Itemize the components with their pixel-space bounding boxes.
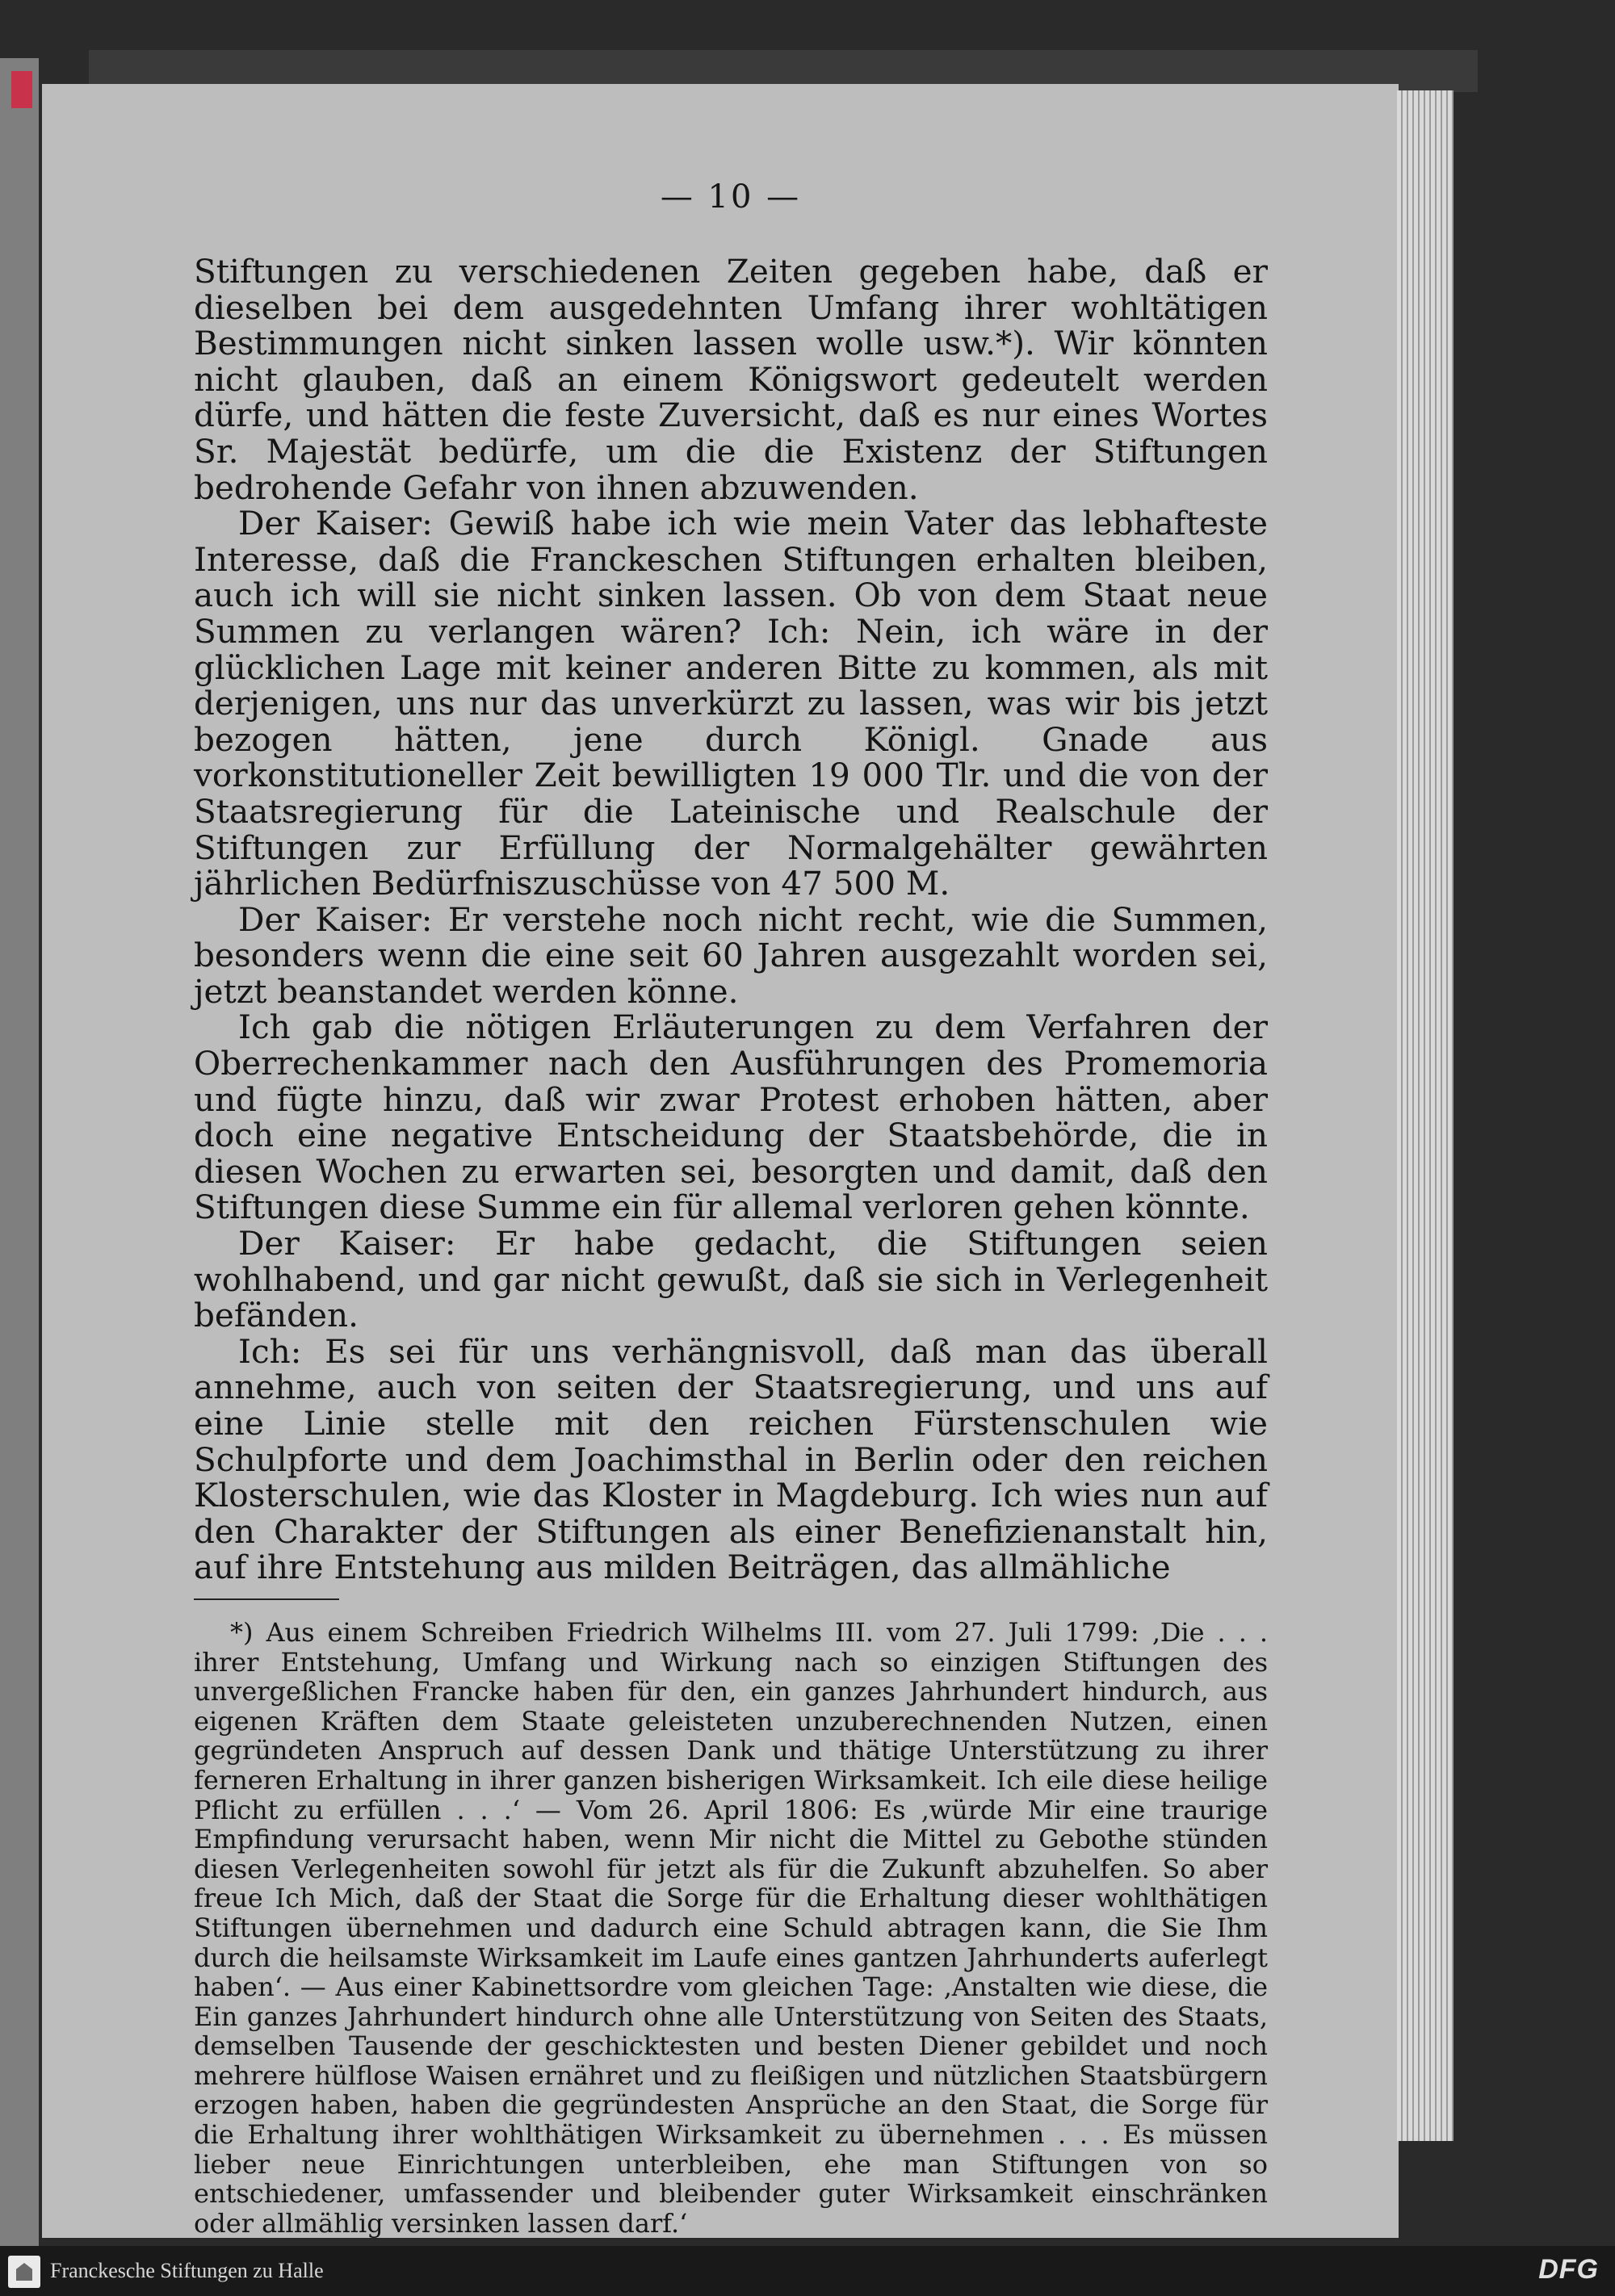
page-number: — 10 —	[660, 178, 802, 216]
dfg-logo[interactable]: DFG	[1538, 2254, 1599, 2285]
footer-credit[interactable]: Franckesche Stiftungen zu Halle	[50, 2259, 324, 2282]
paragraph: Der Kaiser: Er habe gedacht, die Stiftungen seien wohlhabend, und gar nicht gewußt, daß sie sich in Verlegenheit befänden.	[194, 1224, 1268, 1335]
footnote-text: *) Aus einem Schreiben Friedrich Wilhelms III. vom 27. Juli 1799: ‚Die . . . ihrer Entstehung, Umfang und Wirkung nach so einzigen Stiftungen des unvergeßlichen Francke haben für den, ein ganzes Jahrhundert hindurch, aus eigenen Kräften dem Staate geleisteten unzuberechnenden Nutzen, einen gegründeten Anspruch auf dessen Dank und thätige Unterstützung zu ihrer ferneren Erhaltung in ihrer ganzen bisherigen Wirksamkeit. Ich eile diese heilige Pflicht zu erfüllen . . .‘ — Vom 26. April 1806: Es ‚würde Mir eine traurige Empfindung verursacht haben, wenn Mir nicht die Mittel zu Gebothe stünden diesen Verlegenheiten sowohl für jetzt als für die Zukunft abzuhelfen. So aber freue Ich Mich, daß der Staat die Sorge für die Erhaltung dieser wohlthätigen Stiftungen übernehmen und dadurch eine Schuld abtragen kann, die Sie Ihm durch die heilsamste Wirksamkeit im Laufe eines gantzen Jahrhunderts auferlegt haben‘. — Aus einer Kabinettsordre vom gleichen Tage: ‚Anstalten wie diese, die Ein ganzes Jahrhundert hindurch ohne alle Unterstützung von Seiten des Staats, demselben Tausende der geschicktesten und besten Diener gebildet und noch mehrere hülflose Waisen ernähret und zu fleißigen und nützlichen Staatsbürgern erzogen haben, haben die gegründesten Ansprüche an den Staat, die Sorge für die Erhaltung ihrer wohlthätigen Wirksamkeit zu übernehmen . . . Es müssen lieber neue Einrichtungen unterbleiben, ehe man Stiftungen von so entschiedener, umfassender und bleibender guter Wirksamkeit einschränken oder allmählig versinken lassen darf.‘	[194, 1616, 1268, 2239]
body-text	[194, 253, 1268, 1586]
building-icon	[16, 2263, 32, 2281]
footnote-rule	[194, 1598, 339, 1600]
paragraph: Der Kaiser: Gewiß habe ich wie mein Vater das lebhafteste Interesse, daß die Franckeschen Stiftungen erhalten bleiben, auch ich will sie nicht sinken lassen. Ob von dem Staat neue Summen zu verlangen wären? Ich: Nein, ich wäre in der glücklichen Lage mit keiner anderen Bitte zu kommen, als mit derjenigen, uns nur das unverkürzt zu lassen, was wir bis jetzt bezogen hätten, jene durch Königl. Gnade aus vorkonstitutioneller Zeit bewilligten 19 000 Tlr. und die von der Staatsregierung für die Lateinische und Realschule der Stiftungen zur Erfüllung der Normalgehälter gewährten jährlichen Bedürfniszuschüsse von 47 500 M.	[194, 504, 1268, 903]
page-stack-edges	[1397, 90, 1454, 2141]
paragraph: Ich: Es sei für uns verhängnisvoll, daß man das überall annehme, auch von seiten der Staatsregierung, und uns auf eine Linie stelle mit den reichen Fürstenschulen wie Schulpforte und dem Joachimsthal in Berlin oder den reichen Klosterschulen, wie das Kloster in Magdeburg. Ich wies nun auf den Charakter der Stiftungen als einer Benefizienanstalt hin, auf ihre Entstehung aus milden Beiträgen, das allmähliche	[194, 1331, 1268, 1587]
page-content	[194, 173, 1268, 2238]
paragraph: Der Kaiser: Er verstehe noch nicht recht, wie die Summen, besonders wenn die eine seit 60 Jahren ausgezahlt worden sei, jetzt beanstandet werden könne.	[194, 899, 1268, 1011]
footnote	[194, 1618, 1268, 2238]
paragraph: Ich gab die nötigen Erläuterungen zu dem Verfahren der Oberrechenkammer nach den Ausführungen des Promemoria und fügte hinzu, daß wir zwar Protest erhoben hätten, aber doch eine negative Entscheidung der Staatsbehörde, die in diesen Wochen zu erwarten sei, besorgten und damit, daß den Stiftungen diese Summe ein für allemal verloren gehen könnte.	[194, 1008, 1268, 1227]
previous-page-edge	[0, 58, 39, 2246]
institution-logo-icon[interactable]	[8, 2256, 40, 2288]
bookmark-ribbon	[11, 71, 32, 108]
paragraph: Stiftungen zu verschiedenen Zeiten gegeben habe, daß er dieselben bei dem ausgedehnten Umfang ihrer wohltätigen Bestimmungen nicht sinken lassen wolle usw.*). Wir könnten nicht glauben, daß an einem Königswort gedeutelt werden dürfe, und hätten die feste Zuversicht, daß es nur eines Wortes Sr. Majestät bedürfe, um die die Existenz der Stiftungen bedrohende Gefahr von ihnen abzuwenden.	[194, 252, 1268, 507]
